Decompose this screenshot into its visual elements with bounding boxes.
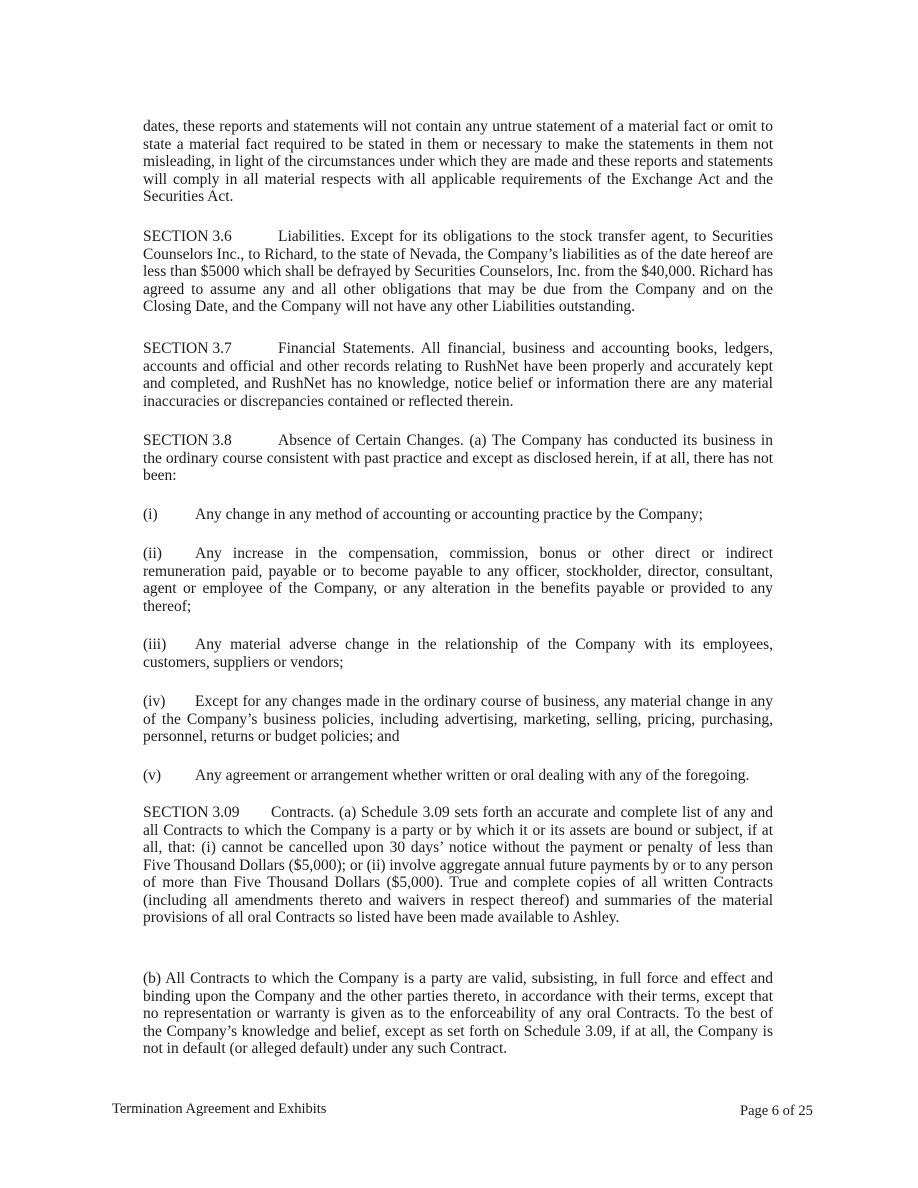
section-text: Contracts. (a) Schedule 3.09 sets forth an accurate and complete list of any and all Contracts to which the Company is a party or by which it or its assets are bound or subject, if at all, that: (i) cannot be cancelled upon 30 days’ notice without the payment or penalty of less than Five Thousand Dollars ($5,000); or (ii) involve aggregate annual future payments by or to any person of more than Five Thousand Dollars ($5,000). True and complete copies of all written Contracts (including all amendments thereto and waivers in respect thereof) and summaries of the material provisions of all oral Contracts so listed have been made available to Ashley. xyxy=(143,804,773,926)
item-label: (v) xyxy=(143,767,162,784)
item-label: (i) xyxy=(143,506,158,523)
section-text: Liabilities. Except for its obligations to the stock transfer agent, to Securities Counselors Inc., to Richard, to the state of Nevada, the Company’s liabilities as of the date hereof are less than $5000 which shall be defrayed by Securities Counselors, Inc. from the $40,000. Richard has agreed to assume any and all other obligations that may be due from the Company and on the Closing Date, and the Company will not have any other Liabilities outstanding. xyxy=(143,228,773,315)
item-text: Any agreement or arrangement whether written or oral dealing with any of the foregoing. xyxy=(195,767,750,784)
item-text: Any material adverse change in the relationship of the Company with its employees, customers, suppliers or vendors; xyxy=(143,636,773,671)
list-item-iv xyxy=(143,693,773,746)
footer-title: Termination Agreement and Exhibits xyxy=(112,1101,327,1117)
paragraph-continuation xyxy=(143,118,773,206)
item-label: (iv) xyxy=(143,693,166,710)
section-number: SECTION 3.8 xyxy=(143,432,232,449)
item-text: Any change in any method of accounting or accounting practice by the Company; xyxy=(195,506,703,523)
page-number: Page 6 of 25 xyxy=(740,1103,813,1119)
section-number: SECTION 3.7 xyxy=(143,340,232,357)
section-3-6 xyxy=(143,228,773,316)
paragraph-text: (b) All Contracts to which the Company is a party are valid, subsisting, in full force and effect and binding upon the Company and the other parties thereto, in accordance with their terms, except that no representation or warranty is given as to the enforceability of any oral Contracts. To the best of the Company’s knowledge and belief, except as set forth on Schedule 3.09, if at all, the Company is not in default (or alleged default) under any such Contract. xyxy=(143,970,773,1057)
section-number: SECTION 3.6 xyxy=(143,228,232,245)
list-item-iii xyxy=(143,636,773,671)
section-number: SECTION 3.09 xyxy=(143,804,240,821)
section-text: Financial Statements. All financial, business and accounting books, ledgers, accounts and official and other records relating to RushNet have been properly and accurately kept and completed, and RushNet has no knowledge, notice belief or information there are any material inaccuracies or discrepancies contained or reflected therein. xyxy=(143,340,773,410)
item-text: Any increase in the compensation, commission, bonus or other direct or indirect remuneration paid, payable or to become payable to any officer, stockholder, director, consultant, agent or employee of the Company, or any alteration in the benefits payable or provided to any thereof; xyxy=(143,545,773,615)
section-text: Absence of Certain Changes. (a) The Company has conducted its business in the ordinary course consistent with past practice and except as disclosed herein, if at all, there has not been: xyxy=(143,432,773,484)
list-item-ii xyxy=(143,545,773,615)
section-3-8 xyxy=(143,432,773,485)
item-text: Except for any changes made in the ordinary course of business, any material change in any of the Company’s business policies, including advertising, marketing, selling, pricing, purchasing, personnel, returns or budget policies; and xyxy=(143,693,773,745)
list-item-v xyxy=(143,767,773,785)
section-3-7 xyxy=(143,340,773,410)
paragraph-text: dates, these reports and statements will not contain any untrue statement of a material fact or omit to state a material fact required to be stated in them or necessary to make the statements in them not misleading, in light of the circumstances under which they are made and these reports and statements will comply in all material respects with all applicable requirements of the Exchange Act and the Securities Act. xyxy=(143,118,773,205)
item-label: (iii) xyxy=(143,636,167,653)
paragraph-b xyxy=(143,970,773,1058)
item-label: (ii) xyxy=(143,545,162,562)
section-3-09 xyxy=(143,804,773,927)
list-item-i xyxy=(143,506,773,524)
